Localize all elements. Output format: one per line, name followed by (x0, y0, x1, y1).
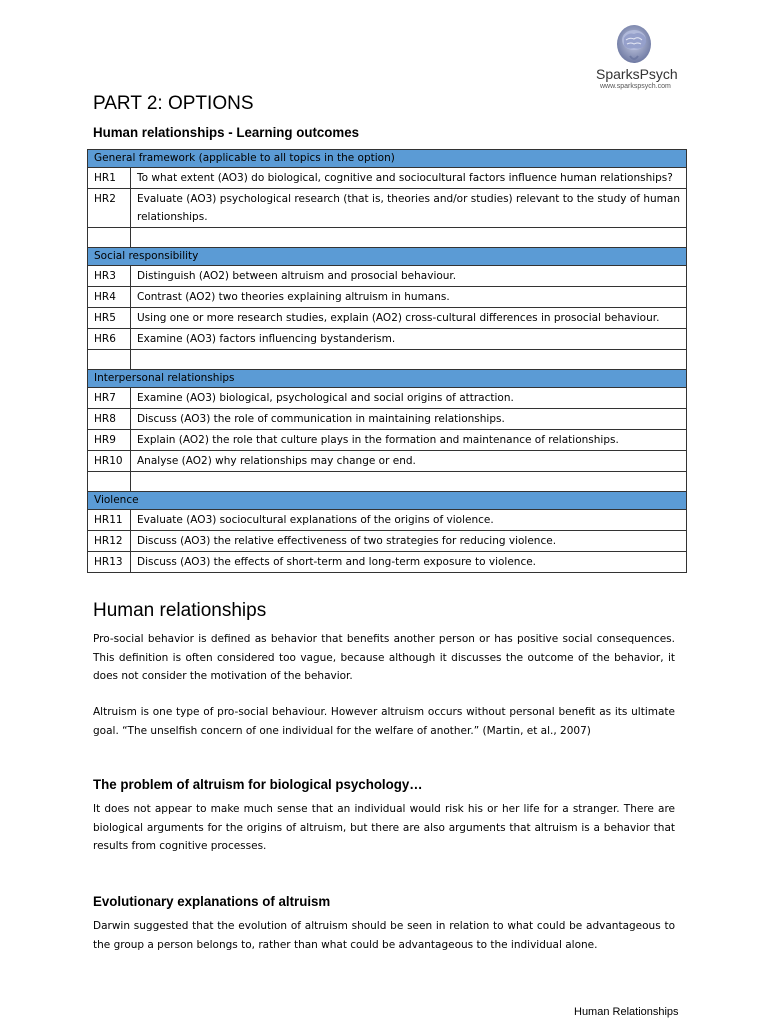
brain-icon (612, 22, 656, 66)
heading-problem-of-altruism: The problem of altruism for biological psychology… (93, 776, 423, 792)
blank-row (88, 350, 687, 370)
outcome-code: HR3 (88, 266, 131, 287)
blank-row (88, 228, 687, 248)
outcome-text: Evaluate (AO3) sociocultural explanations of the origins of violence. (131, 510, 687, 531)
page-footer: Human Relationships (574, 1006, 679, 1018)
table-row (88, 329, 687, 350)
learning-outcomes-title: Human relationships - Learning outcomes (93, 124, 360, 140)
table-section-header (88, 370, 687, 388)
table-row (88, 430, 687, 451)
table-section-header (88, 492, 687, 510)
section-heading-human-relationships: Human relationships (93, 600, 267, 621)
paragraph-altruism: Altruism is one type of pro-social behaviour. However altruism occurs without personal benefit as its ultimate goal. “The unselfish concern of one individual for the welfare of another.” (Martin, et al., 2007) (93, 706, 675, 737)
sparkspsych-logo (596, 22, 696, 94)
outcome-code: HR8 (88, 409, 131, 430)
heading-evolutionary-explanations: Evolutionary explanations of altruism (93, 893, 331, 909)
blank-cell (131, 350, 687, 370)
outcome-text: Discuss (AO3) the relative effectiveness of two strategies for reducing violence. (131, 531, 687, 552)
outcome-code: HR2 (88, 189, 131, 228)
table-row (88, 552, 687, 573)
outcome-text: Examine (AO3) factors influencing bystanderism. (131, 329, 687, 350)
paragraph-evolution: Darwin suggested that the evolution of altruism should be seen in relation to what could be advantageous to the group a person belongs to, rather than what could be advantageous to the individual alone. (93, 920, 675, 951)
table-section-header (88, 248, 687, 266)
outcome-text: Distinguish (AO2) between altruism and prosocial behaviour. (131, 266, 687, 287)
outcome-text: Contrast (AO2) two theories explaining altruism in humans. (131, 287, 687, 308)
blank-cell (88, 472, 131, 492)
blank-cell (131, 228, 687, 248)
table-row (88, 388, 687, 409)
outcome-code: HR1 (88, 168, 131, 189)
outcome-text: Analyse (AO2) why relationships may change or end. (131, 451, 687, 472)
paragraph-prosocial: Pro-social behavior is defined as behavior that benefits another person or has positive social consequences. This definition is often considered too vague, because although it discusses the outcome of the behavior, it does not consider the motivation of the behavior. (93, 633, 675, 682)
outcome-text: Using one or more research studies, explain (AO2) cross-cultural differences in prosocial behaviour. (131, 308, 687, 329)
table-row (88, 287, 687, 308)
outcome-code: HR9 (88, 430, 131, 451)
table-row (88, 451, 687, 472)
logo-url-text: www.sparkspsych.com (600, 83, 671, 90)
outcome-text: To what extent (AO3) do biological, cognitive and sociocultural factors influence human relationships? (131, 168, 687, 189)
outcome-code: HR4 (88, 287, 131, 308)
section-header-general: General framework (applicable to all topics in the option) (88, 150, 687, 168)
outcome-text: Examine (AO3) biological, psychological and social origins of attraction. (131, 388, 687, 409)
outcome-text: Explain (AO2) the role that culture plays in the formation and maintenance of relationships. (131, 430, 687, 451)
table-row (88, 168, 687, 189)
section-header-social-responsibility: Social responsibility (88, 248, 687, 266)
paragraph-problem: It does not appear to make much sense that an individual would risk his or her life for a stranger. There are biological arguments for the origins of altruism, but there are also arguments that altruism is a behavior that results from cognitive processes. (93, 803, 675, 852)
blank-cell (131, 472, 687, 492)
section-header-interpersonal: Interpersonal relationships (88, 370, 687, 388)
table-section-header (88, 150, 687, 168)
table-row (88, 510, 687, 531)
outcome-text: Discuss (AO3) the effects of short-term and long-term exposure to violence. (131, 552, 687, 573)
outcome-text: Evaluate (AO3) psychological research (that is, theories and/or studies) relevant to the study of human relationships. (131, 189, 687, 228)
learning-outcomes-table (87, 149, 687, 573)
outcome-code: HR12 (88, 531, 131, 552)
blank-cell (88, 350, 131, 370)
outcome-code: HR7 (88, 388, 131, 409)
section-header-violence: Violence (88, 492, 687, 510)
table-row (88, 308, 687, 329)
outcome-code: HR5 (88, 308, 131, 329)
blank-cell (88, 228, 131, 248)
blank-row (88, 472, 687, 492)
outcome-code: HR6 (88, 329, 131, 350)
table-row (88, 531, 687, 552)
outcome-code: HR10 (88, 451, 131, 472)
outcome-code: HR13 (88, 552, 131, 573)
part-title: PART 2: OPTIONS (93, 93, 254, 114)
logo-brand-text: SparksPsych (596, 66, 678, 82)
table-row (88, 266, 687, 287)
outcome-text: Discuss (AO3) the role of communication in maintaining relationships. (131, 409, 687, 430)
table-row (88, 409, 687, 430)
table-row (88, 189, 687, 228)
outcome-code: HR11 (88, 510, 131, 531)
